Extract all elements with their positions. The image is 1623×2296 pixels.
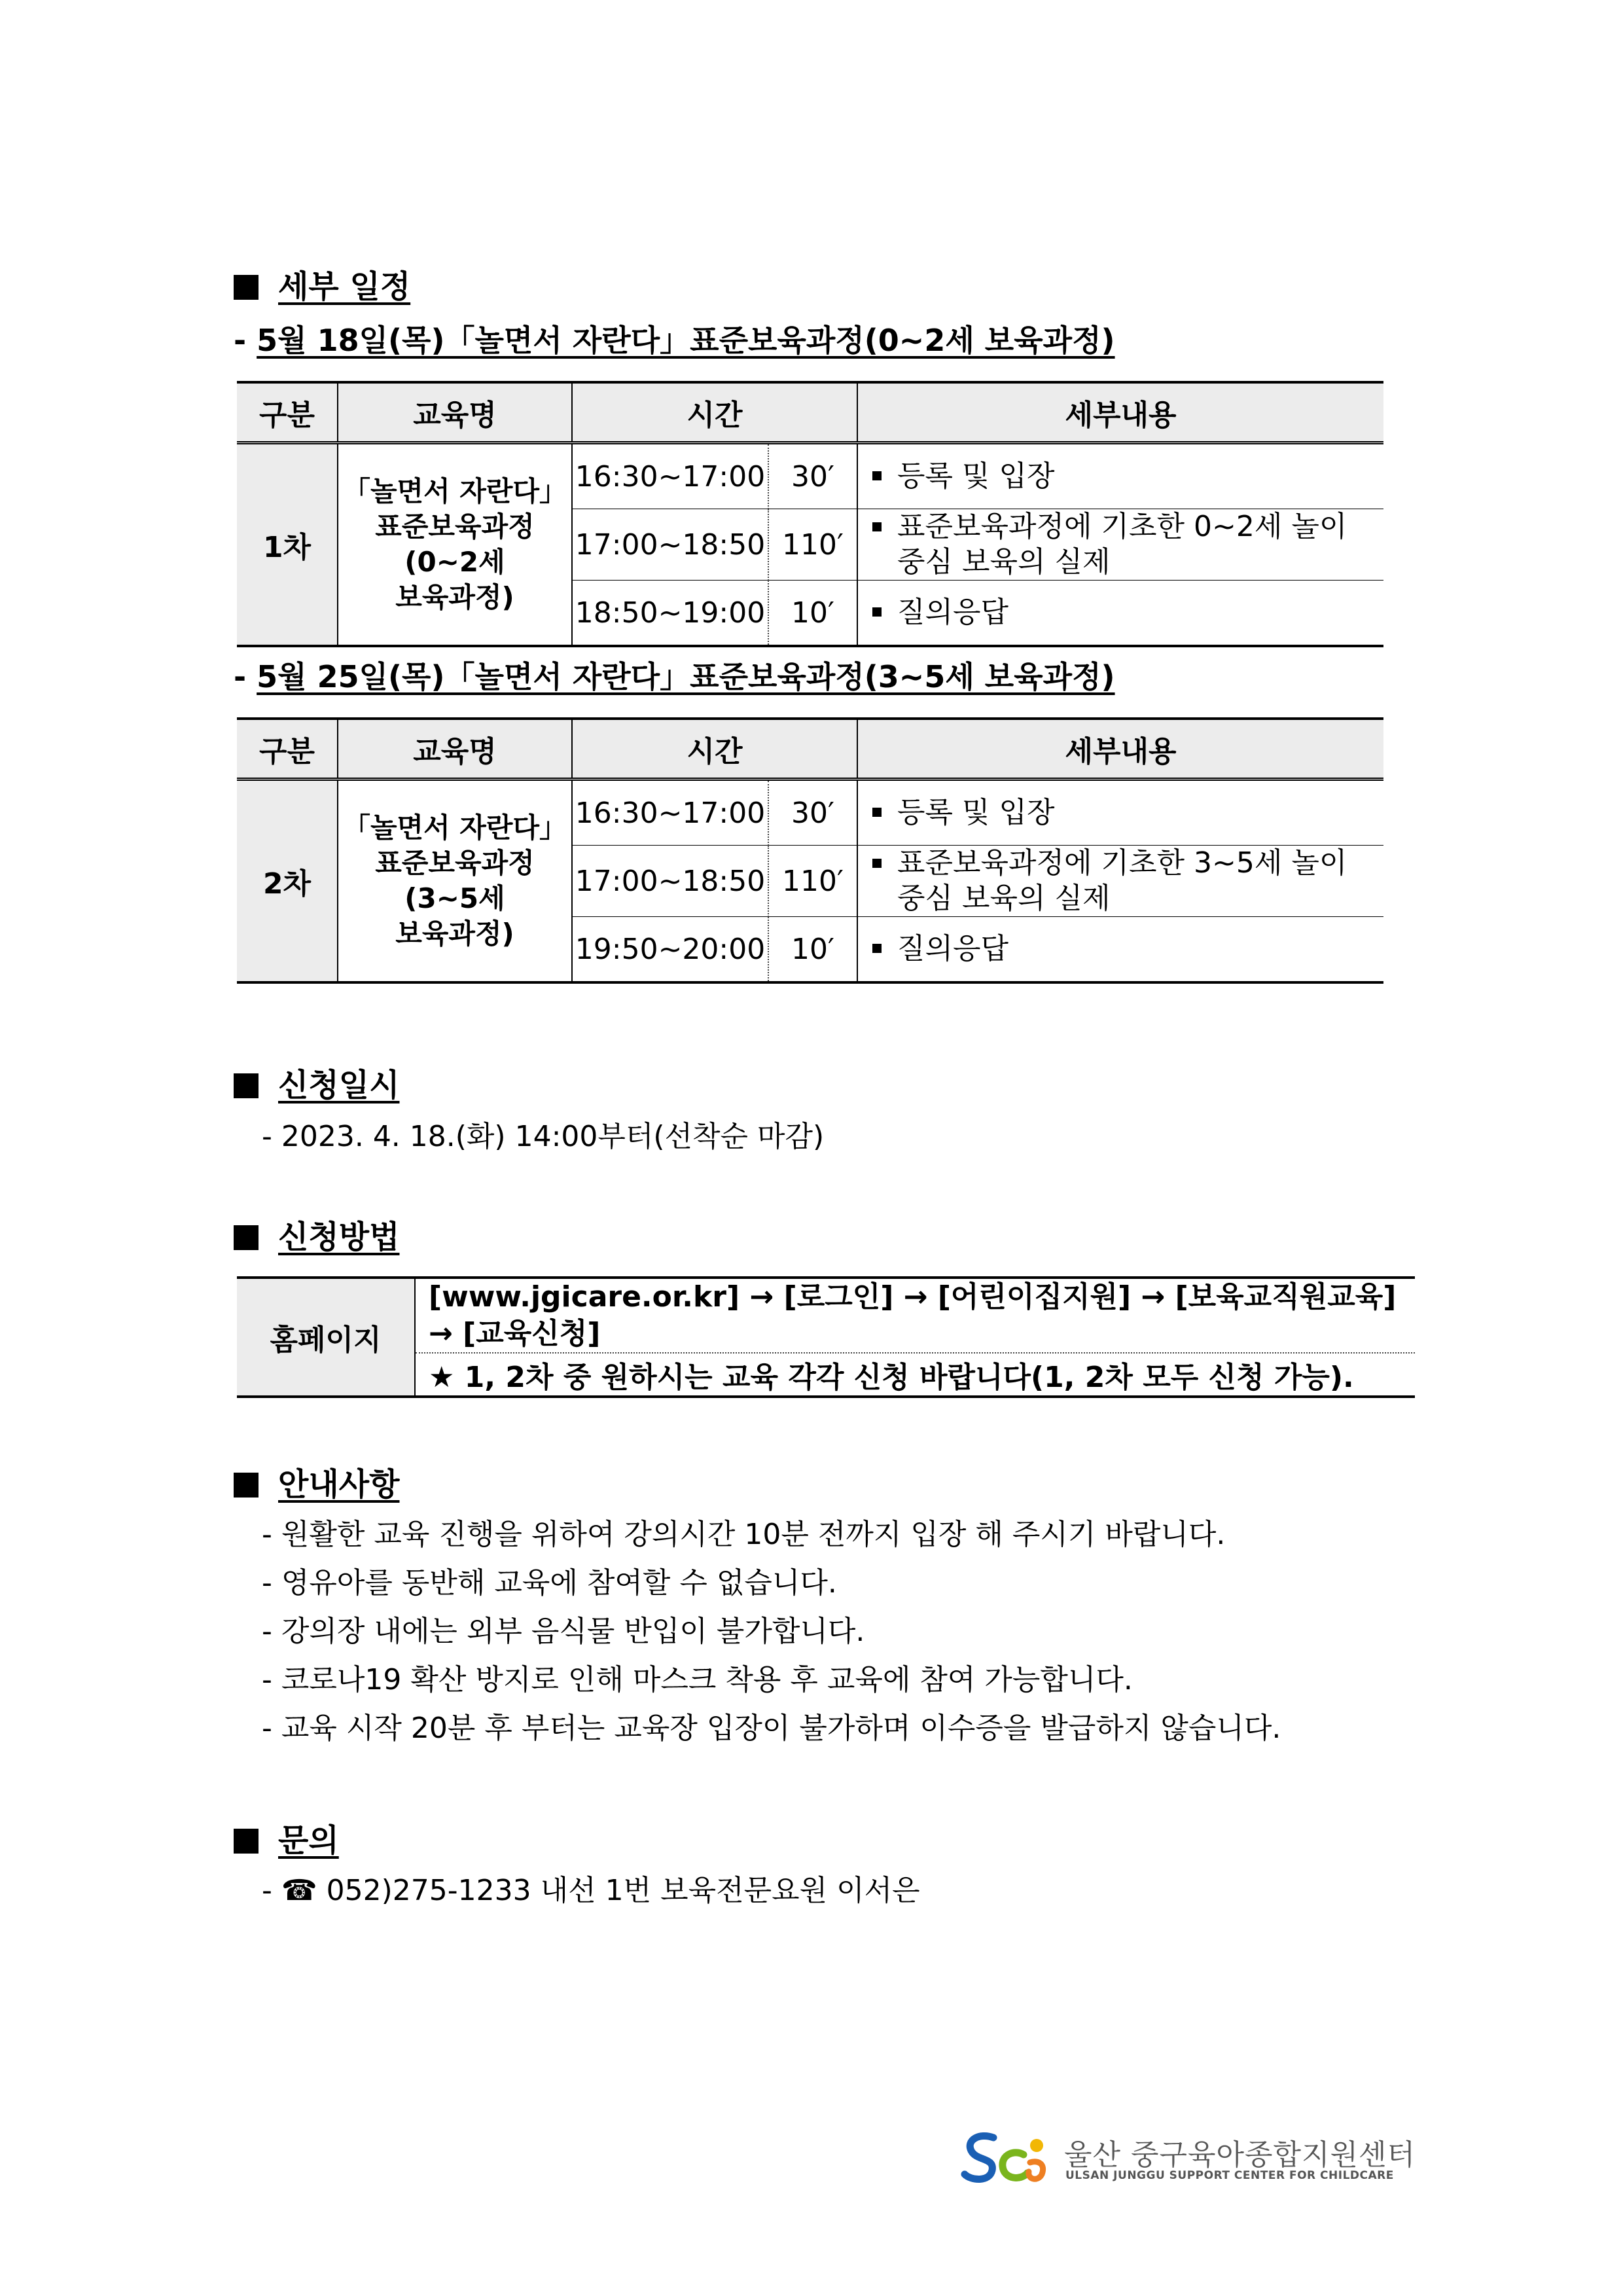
time-cell: 18:50~19:00 bbox=[572, 581, 768, 647]
square-bullet-icon bbox=[234, 1225, 259, 1250]
header-gubun: 구분 bbox=[237, 719, 338, 780]
square-bullet-icon bbox=[872, 522, 882, 531]
duration-cell: 30′ bbox=[768, 780, 857, 846]
duration-cell: 30′ bbox=[768, 443, 857, 509]
center-name-ko: 울산 중구육아종합지원센터 bbox=[1064, 2138, 1416, 2172]
header-time: 시간 bbox=[572, 382, 857, 443]
list-item: - 강의장 내에는 외부 음식물 반입이 불가합니다. bbox=[262, 1615, 865, 1648]
session2-table bbox=[237, 717, 1383, 984]
detail-cell: 표준보육과정에 기초한 3~5세 놀이 중심 보육의 실제 bbox=[857, 846, 1383, 917]
header-detail: 세부내용 bbox=[857, 719, 1383, 780]
homepage-label: 홈페이지 bbox=[237, 1278, 415, 1397]
detail-cell: 질의응답 bbox=[857, 917, 1383, 983]
square-bullet-icon bbox=[872, 808, 882, 817]
square-bullet-icon bbox=[872, 944, 882, 953]
square-bullet-icon bbox=[234, 1473, 259, 1498]
header-gubun: 구분 bbox=[237, 382, 338, 443]
notice-heading: 안내사항 bbox=[234, 1465, 399, 1504]
duration-cell: 10′ bbox=[768, 917, 857, 983]
center-logo bbox=[959, 2126, 1416, 2191]
detail-cell: 질의응답 bbox=[857, 581, 1383, 647]
time-cell: 16:30~17:00 bbox=[572, 443, 768, 509]
square-bullet-icon bbox=[234, 1829, 259, 1854]
session1-table bbox=[237, 381, 1383, 647]
session-number: 2차 bbox=[237, 780, 338, 983]
center-name-en: ULSAN JUNGGU SUPPORT CENTER FOR CHILDCARE bbox=[1065, 2169, 1394, 2182]
square-bullet-icon bbox=[872, 859, 882, 868]
detail-cell: 표준보육과정에 기초한 0~2세 놀이 중심 보육의 실제 bbox=[857, 509, 1383, 581]
center-logo-icon bbox=[959, 2126, 1058, 2191]
duration-cell: 110′ bbox=[768, 846, 857, 917]
schedule-heading: 세부 일정 bbox=[234, 267, 410, 306]
notice-list bbox=[262, 1516, 1281, 1758]
session1-subtitle: - 5월 18일(목)「놀면서 자란다」표준보육과정(0~2세 보육과정) bbox=[234, 323, 1115, 358]
apply-path-link[interactable]: [www.jgicare.or.kr] → [로그인] → [어린이집지원] → [보육교직원교육] bbox=[429, 1280, 1397, 1314]
list-item: - 영유아를 동반해 교육에 참여할 수 없습니다. bbox=[262, 1566, 837, 1600]
session2-subtitle: - 5월 25일(목)「놀면서 자란다」표준보육과정(3~5세 보육과정) bbox=[234, 659, 1115, 694]
square-bullet-icon bbox=[872, 607, 882, 617]
header-time: 시간 bbox=[572, 719, 857, 780]
time-cell: 17:00~18:50 bbox=[572, 846, 768, 917]
apply-method-heading: 신청방법 bbox=[234, 1217, 399, 1257]
detail-cell: 등록 및 입장 bbox=[857, 443, 1383, 509]
square-bullet-icon bbox=[872, 471, 882, 480]
time-cell: 19:50~20:00 bbox=[572, 917, 768, 983]
square-bullet-icon bbox=[234, 1073, 259, 1098]
apply-date-heading: 신청일시 bbox=[234, 1066, 399, 1105]
list-item: - 코로나19 확산 방지로 인해 마스크 착용 후 교육에 참여 가능합니다. bbox=[262, 1663, 1133, 1696]
list-item: - 원활한 교육 진행을 위하여 강의시간 10분 전까지 입장 해 주시기 바랍니다. bbox=[262, 1518, 1226, 1551]
apply-path: [www.jgicare.or.kr] → [로그인] → [어린이집지원] → [보육교직원교육] → [교육신청] bbox=[415, 1278, 1415, 1353]
header-detail: 세부내용 bbox=[857, 382, 1383, 443]
duration-cell: 110′ bbox=[768, 509, 857, 581]
time-cell: 17:00~18:50 bbox=[572, 509, 768, 581]
duration-cell: 10′ bbox=[768, 581, 857, 647]
contact-text: - ☎ 052)275-1233 내선 1번 보육전문요원 이서은 bbox=[262, 1874, 920, 1907]
apply-method-table bbox=[237, 1276, 1415, 1398]
header-course-name: 교육명 bbox=[338, 719, 572, 780]
contact-heading: 문의 bbox=[234, 1821, 339, 1860]
session-number: 1차 bbox=[237, 443, 338, 647]
time-cell: 16:30~17:00 bbox=[572, 780, 768, 846]
detail-cell: 등록 및 입장 bbox=[857, 780, 1383, 846]
course-name: 「놀면서 자란다」 표준보육과정 (0~2세 보육과정) bbox=[338, 443, 572, 647]
apply-date-text: - 2023. 4. 18.(화) 14:00부터(선착순 마감) bbox=[262, 1120, 825, 1153]
header-course-name: 교육명 bbox=[338, 382, 572, 443]
square-bullet-icon bbox=[234, 275, 259, 300]
list-item: - 교육 시작 20분 후 부터는 교육장 입장이 불가하며 이수증을 발급하지 않습니다. bbox=[262, 1712, 1281, 1745]
course-name: 「놀면서 자란다」 표준보육과정 (3~5세 보육과정) bbox=[338, 780, 572, 983]
apply-note: ★ 1, 2차 중 원하시는 교육 각각 신청 바랍니다(1, 2차 모두 신청 가능). bbox=[415, 1353, 1415, 1397]
